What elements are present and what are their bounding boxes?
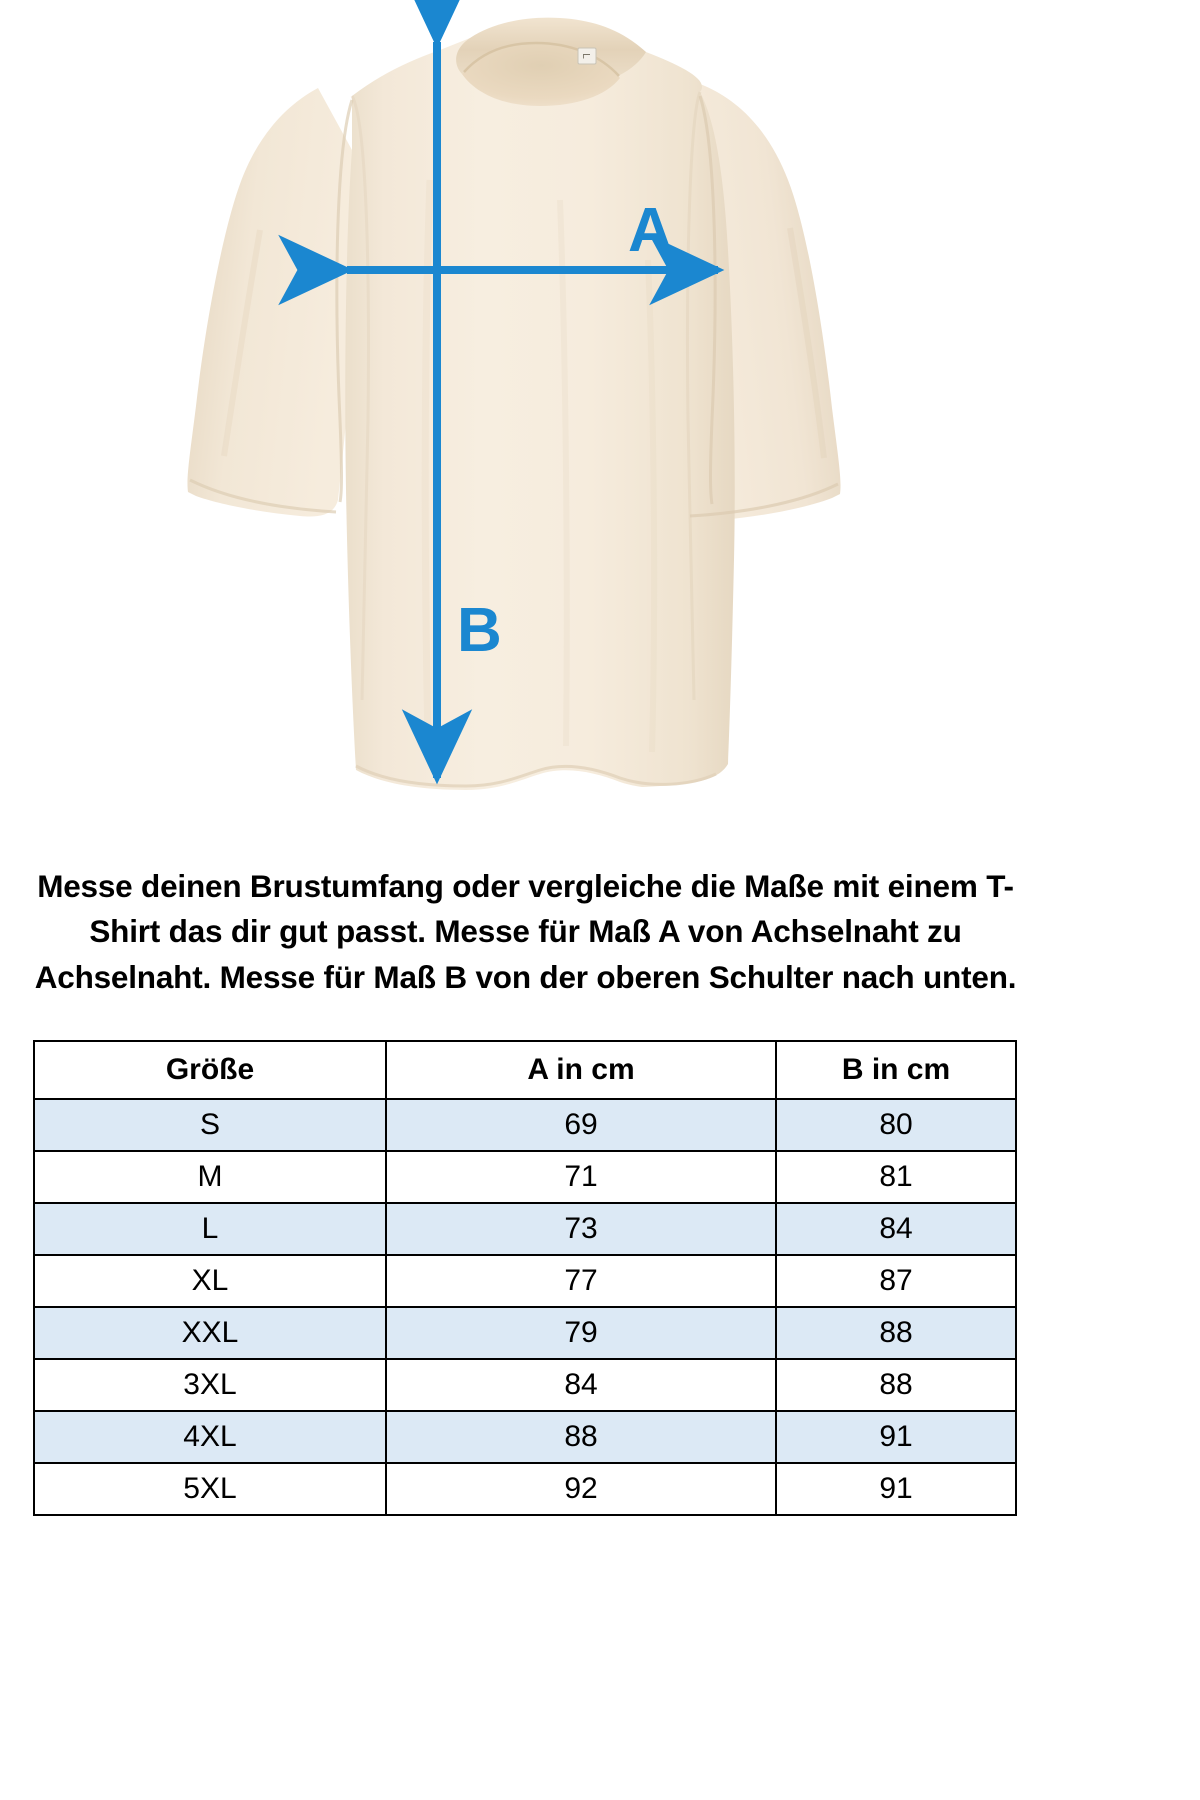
table-row [34, 1307, 1016, 1359]
cell-a: 92 [386, 1463, 776, 1515]
cell-size: L [34, 1203, 386, 1255]
cell-size: S [34, 1099, 386, 1151]
cell-size: 4XL [34, 1411, 386, 1463]
shirt-illustration [0, 0, 1200, 815]
shirt-graphic [0, 0, 1200, 815]
measuring-instructions-text: Messe deinen Brustumfang oder vergleiche die Maße mit einem T-Shirt das dir gut passt. Messe für Maß A von Achselnaht zu Achselnaht. Messe für Maß B von der oberen Schulter nach unten. [34, 867, 1017, 995]
table-row [34, 1463, 1016, 1515]
shirt-body-group [187, 18, 840, 800]
cell-size: XXL [34, 1307, 386, 1359]
measurement-label-a: A [628, 196, 672, 265]
table-row [34, 1411, 1016, 1463]
cell-b: 91 [776, 1463, 1016, 1515]
cell-a: 79 [386, 1307, 776, 1359]
table-header-row [34, 1041, 1016, 1099]
cell-a: 69 [386, 1099, 776, 1151]
cell-b: 81 [776, 1151, 1016, 1203]
cell-size: XL [34, 1255, 386, 1307]
cell-a: 84 [386, 1359, 776, 1411]
cell-b: 80 [776, 1099, 1016, 1151]
table-row [34, 1099, 1016, 1151]
table-row [34, 1359, 1016, 1411]
cell-a: 73 [386, 1203, 776, 1255]
column-header-a: A in cm [386, 1041, 776, 1099]
table-row [34, 1203, 1016, 1255]
cell-size: M [34, 1151, 386, 1203]
measurement-label-b: B [457, 596, 501, 665]
cell-size: 5XL [34, 1463, 386, 1515]
cell-a: 77 [386, 1255, 776, 1307]
collar-size-tag [578, 48, 596, 64]
column-header-b: B in cm [776, 1041, 1016, 1099]
column-header-size: Größe [34, 1041, 386, 1099]
size-chart-head [34, 1041, 1016, 1099]
cell-a: 71 [386, 1151, 776, 1203]
table-row [34, 1151, 1016, 1203]
size-chart-body [34, 1099, 1016, 1515]
size-chart-table-container [33, 1040, 1015, 1516]
cell-b: 88 [776, 1307, 1016, 1359]
cell-b: 88 [776, 1359, 1016, 1411]
size-chart-table [33, 1040, 1017, 1516]
cell-b: 91 [776, 1411, 1016, 1463]
svg-text:L: L [580, 53, 591, 59]
table-row [34, 1255, 1016, 1307]
cell-b: 87 [776, 1255, 1016, 1307]
cell-a: 88 [386, 1411, 776, 1463]
cell-size: 3XL [34, 1359, 386, 1411]
cell-b: 84 [776, 1203, 1016, 1255]
